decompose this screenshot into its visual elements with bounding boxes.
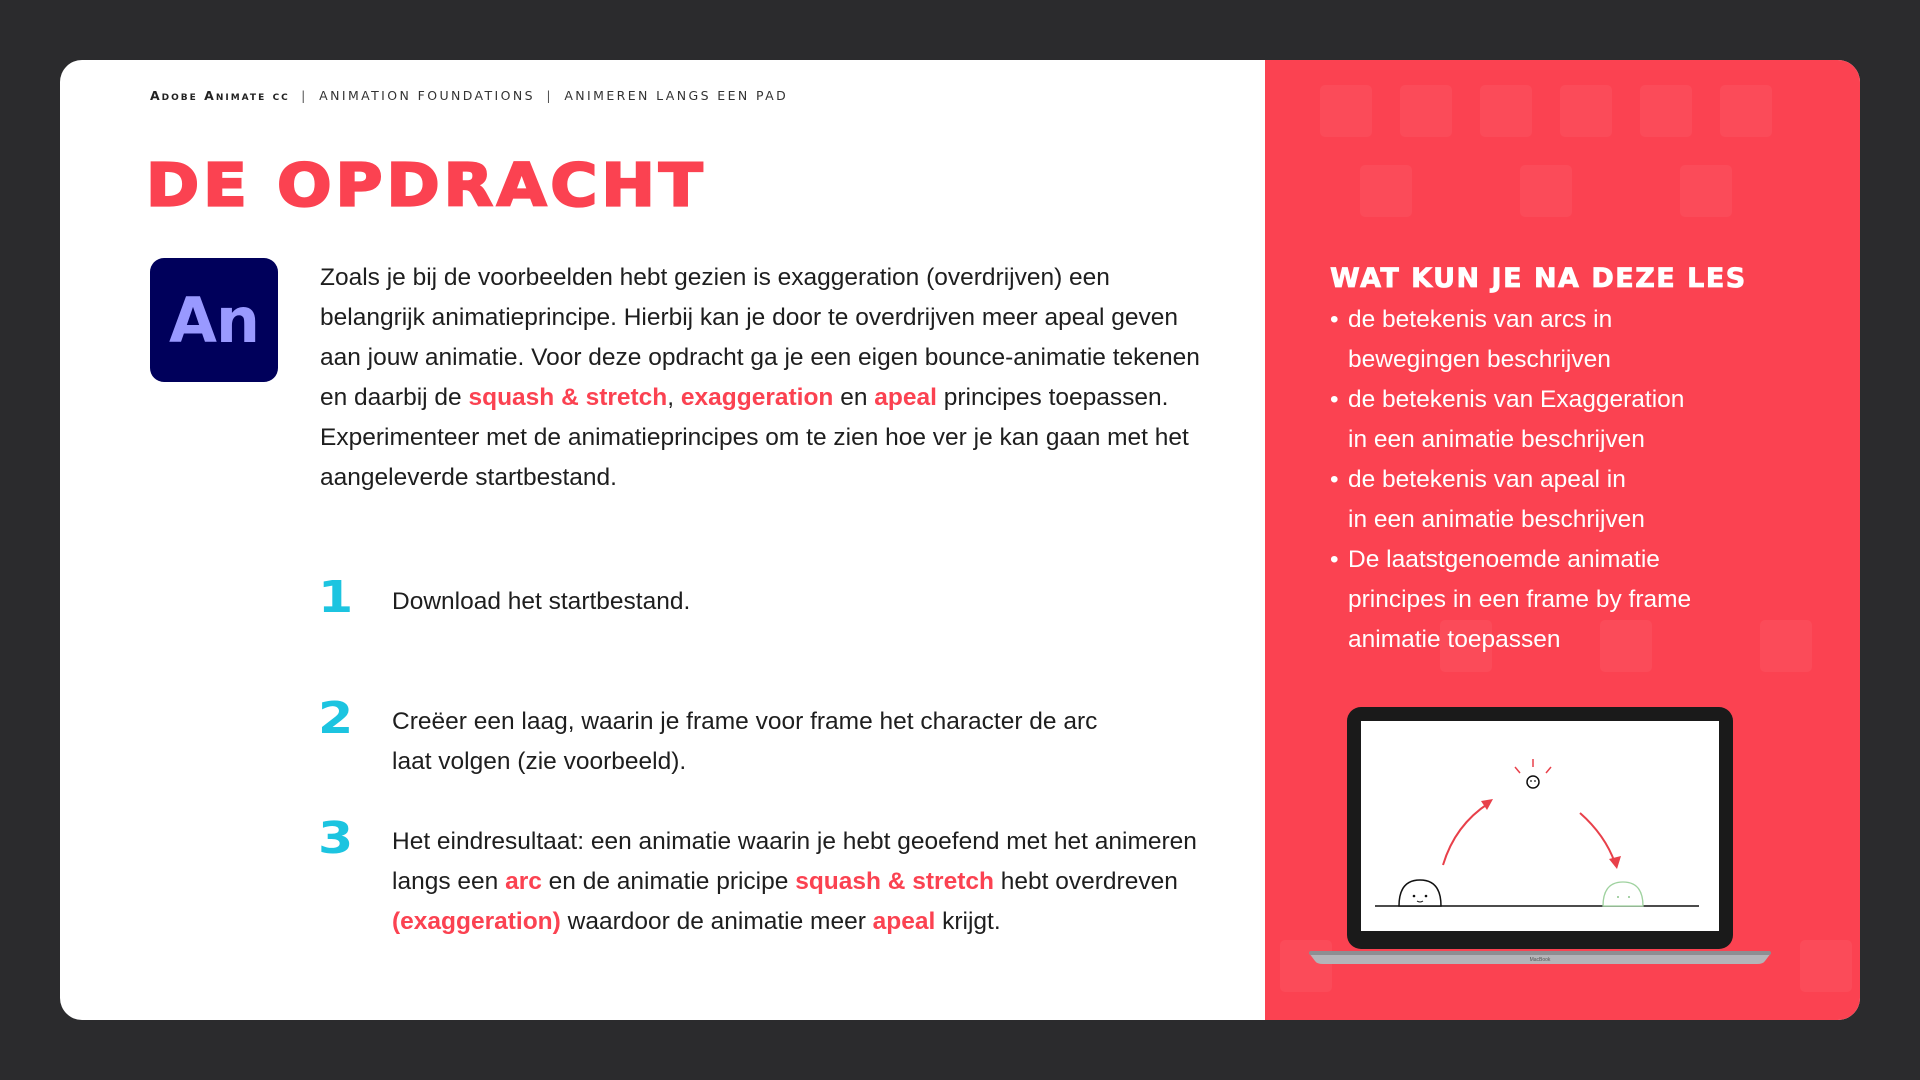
background-tile xyxy=(1800,940,1852,992)
step-3-number: 3 xyxy=(318,813,354,864)
background-tile xyxy=(1360,165,1412,217)
bullet-icon: • xyxy=(1330,546,1339,573)
background-tile xyxy=(1320,85,1372,137)
step-1-text: Download het startbestand. xyxy=(392,588,691,615)
background-tile xyxy=(1680,165,1732,217)
list-item xyxy=(1330,380,1850,460)
list-item-text: de betekenis van arcs in bewegingen beschrijven xyxy=(1348,306,1613,373)
background-tile xyxy=(1400,85,1452,137)
character-eye xyxy=(1530,780,1532,782)
background-tile xyxy=(1520,165,1572,217)
step-3-segment: Het eindresultaat: een animatie waarin je hebt geoefend met het animeren langs een xyxy=(392,828,1197,895)
breadcrumb-separator: | xyxy=(546,88,553,103)
list-item xyxy=(1330,300,1850,380)
character-eye xyxy=(1617,896,1619,898)
list-item-text: de betekenis van Exaggeration in een animatie beschrijven xyxy=(1348,386,1685,453)
breadcrumb-course: ANIMATION FOUNDATIONS xyxy=(319,88,535,103)
intro-text: principes toepassen. Experimenteer met de animatieprincipes om te zien hoe ver je kan gaan met het aangeleverde startbestand. xyxy=(320,384,1189,491)
breadcrumb-app: Adobe Animate cc xyxy=(150,88,290,103)
step-2-text xyxy=(392,702,1252,782)
character-eye xyxy=(1534,780,1536,782)
page-title: DE OPDRACHT xyxy=(146,152,707,221)
background-tile xyxy=(1480,85,1532,137)
step-2-line: Creëer een laag, waarin je frame voor frame het character de arc xyxy=(392,708,1098,735)
intro-text: Zoals je bij de voorbeelden hebt gezien is exaggeration (overdrijven) een belangrijk animatieprincipe. Hierbij kan je door te overdrijven meer apeal geven aan jouw animatie. Voor deze opdracht ga je een eigen bounce-animatie tekenen en daarbij de xyxy=(320,264,1200,411)
list-item-text: De laatstgenoemde animatie principes in een frame by frame animatie toepassen xyxy=(1348,546,1692,653)
slide xyxy=(60,60,1860,1020)
background-tile xyxy=(1720,85,1772,137)
laptop-hinge xyxy=(1309,951,1771,955)
laptop-brand: MacBook xyxy=(1529,957,1551,963)
intro-text: , xyxy=(667,384,681,411)
character-eye xyxy=(1413,895,1416,898)
main-content xyxy=(60,60,1265,1020)
step-2-number: 2 xyxy=(318,693,354,744)
step-1-number: 1 xyxy=(318,572,354,623)
step-3-segment: hebt overdreven xyxy=(993,868,1178,895)
highlight-apeal: apeal xyxy=(872,908,936,935)
step-3-text xyxy=(392,822,1232,942)
bullet-icon: • xyxy=(1330,306,1339,333)
highlight-exaggeration: (exaggeration) xyxy=(392,908,561,935)
highlight-squash-stretch: squash & stretch xyxy=(795,868,994,895)
background-tile xyxy=(1560,85,1612,137)
highlight-exaggeration: exaggeration xyxy=(680,384,834,411)
list-item-text: de betekenis van apeal in in een animatie beschrijven xyxy=(1348,466,1645,533)
character-top xyxy=(1527,776,1539,788)
bullet-icon: • xyxy=(1330,386,1339,413)
learning-goals-heading: WAT KUN JE NA DEZE LES xyxy=(1330,263,1747,294)
step-3-segment: waardoor de animatie meer xyxy=(560,908,873,935)
learning-goals-panel xyxy=(1265,60,1860,1020)
laptop-illustration xyxy=(1305,705,1775,965)
list-item xyxy=(1330,540,1850,660)
intro-text: en xyxy=(833,384,875,411)
highlight-squash-stretch: squash & stretch xyxy=(468,384,668,411)
step-2-line: laat volgen (zie voorbeeld). xyxy=(392,748,687,775)
step-3-segment: krijgt. xyxy=(935,908,1001,935)
breadcrumb-separator: | xyxy=(301,88,308,103)
list-item xyxy=(1330,460,1850,540)
breadcrumb-lesson: ANIMEREN LANGS EEN PAD xyxy=(564,88,789,103)
logo-text: An xyxy=(168,283,260,357)
intro-paragraph xyxy=(320,258,1220,498)
breadcrumb xyxy=(150,88,788,103)
step-3-segment: en de animatie pricipe xyxy=(541,868,796,895)
highlight-apeal: apeal xyxy=(874,384,937,411)
character-eye xyxy=(1628,896,1630,898)
learning-goals-list xyxy=(1330,300,1850,660)
background-tile xyxy=(1640,85,1692,137)
character-eye xyxy=(1425,895,1428,898)
highlight-arc: arc xyxy=(505,868,542,895)
bullet-icon: • xyxy=(1330,466,1339,493)
adobe-animate-logo xyxy=(150,258,278,382)
